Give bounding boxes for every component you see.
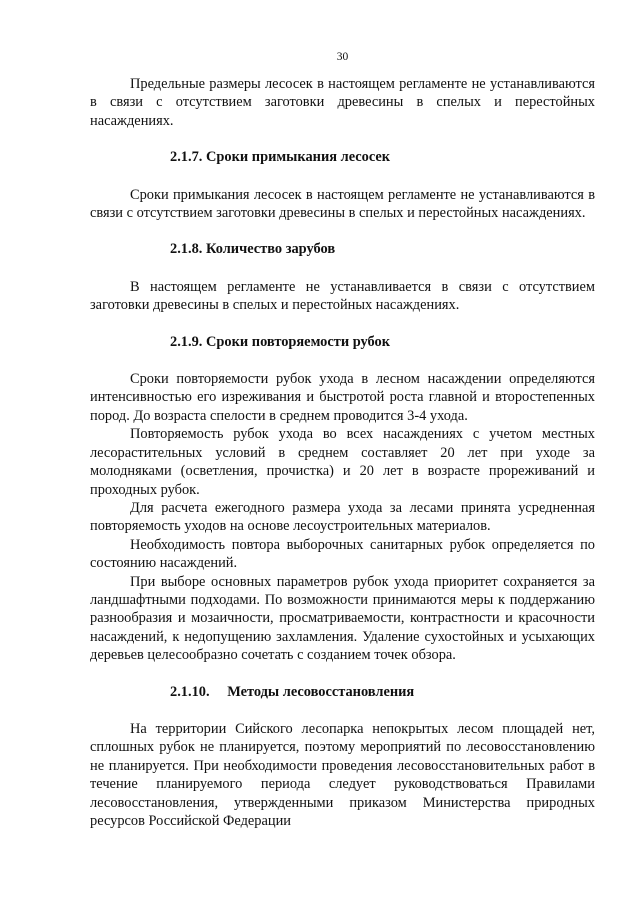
- page-number: 30: [336, 51, 349, 63]
- paragraph-reforestation: На территории Сийского лесопарка непокрытых лесом площадей нет, сплошных рубок не планируется, поэтому мероприятий по лесовосстановлению не планируется. При необходимости проведения лесовосстановительных работ в течение планируемого периода следует руководствоваться Правилами лесовосстановления, утвержденными приказом Министерства природных ресурсов Российской Федерации: [90, 720, 595, 829]
- heading-2-1-10: [90, 683, 595, 701]
- heading-title: Количество зарубов: [206, 241, 336, 258]
- paragraph-cutting-area-sizes: Предельные размеры лесосек в настоящем регламенте не устанавливаются в связи с отсутствием заготовки древесины в спелых и перестойных насаждениях.: [90, 76, 595, 129]
- paragraph-sanitary-cuts: Необходимость повтора выборочных санитарных рубок определяется по состоянию насаждений.: [90, 536, 595, 572]
- paragraph-thinning-frequency: Сроки повторяемости рубок ухода в лесном насаждении определяются интенсивностью его изреживания и быстротой роста главной и второстепенных пород. До возраста спелости в среднем проводится 3-4 ухода.: [90, 371, 595, 424]
- heading-title: Методы лесовосстановления: [227, 683, 415, 700]
- paragraph-cuts-count: В настоящем регламенте не устанавливается в связи с отсутствием заготовки древесины в спелых и перестойных насаждениях.: [90, 278, 595, 314]
- heading-2-1-9: [90, 333, 595, 351]
- heading-title: Сроки повторяемости рубок: [206, 333, 391, 350]
- paragraph-adjacency-terms: Сроки примыкания лесосек в настоящем регламенте не устанавливаются в связи с отсутствием заготовки древесины в спелых и перестойных насаждениях.: [90, 186, 595, 222]
- heading-number: 2.1.8.: [170, 241, 203, 258]
- paragraph-thinning-repeatability: Повторяемость рубок ухода во всех насаждениях с учетом местных лесорастительных условий в среднем составляет 20 лет при уходе за молодняками (осветления, прочистка) и 20 лет в возрасте прореживаний и проходных рубок.: [90, 426, 595, 498]
- heading-number: 2.1.9.: [170, 333, 203, 350]
- heading-number: 2.1.7.: [170, 149, 203, 166]
- paragraph-annual-volume: Для расчета ежегодного размера ухода за лесами принята усредненная повторяемость уходов на основе лесоустроительных материалов.: [90, 499, 595, 535]
- heading-number: 2.1.10.: [170, 683, 210, 700]
- heading-2-1-8: [90, 240, 595, 258]
- paragraph-landscape-approach: При выборе основных параметров рубок ухода приоритет сохраняется за ландшафтными подходами. По возможности принимаются меры к поддержанию разнообразия и мозаичности, просматриваемости, контрастности и красочности насаждений, к недопущению захламления. Удаление сухостойных и усыхающих деревьев целесообразно сочетать с созданием точек обзора.: [90, 573, 595, 664]
- document-body: [90, 75, 595, 830]
- heading-2-1-7: [90, 148, 595, 166]
- heading-title: Сроки примыкания лесосек: [206, 149, 391, 166]
